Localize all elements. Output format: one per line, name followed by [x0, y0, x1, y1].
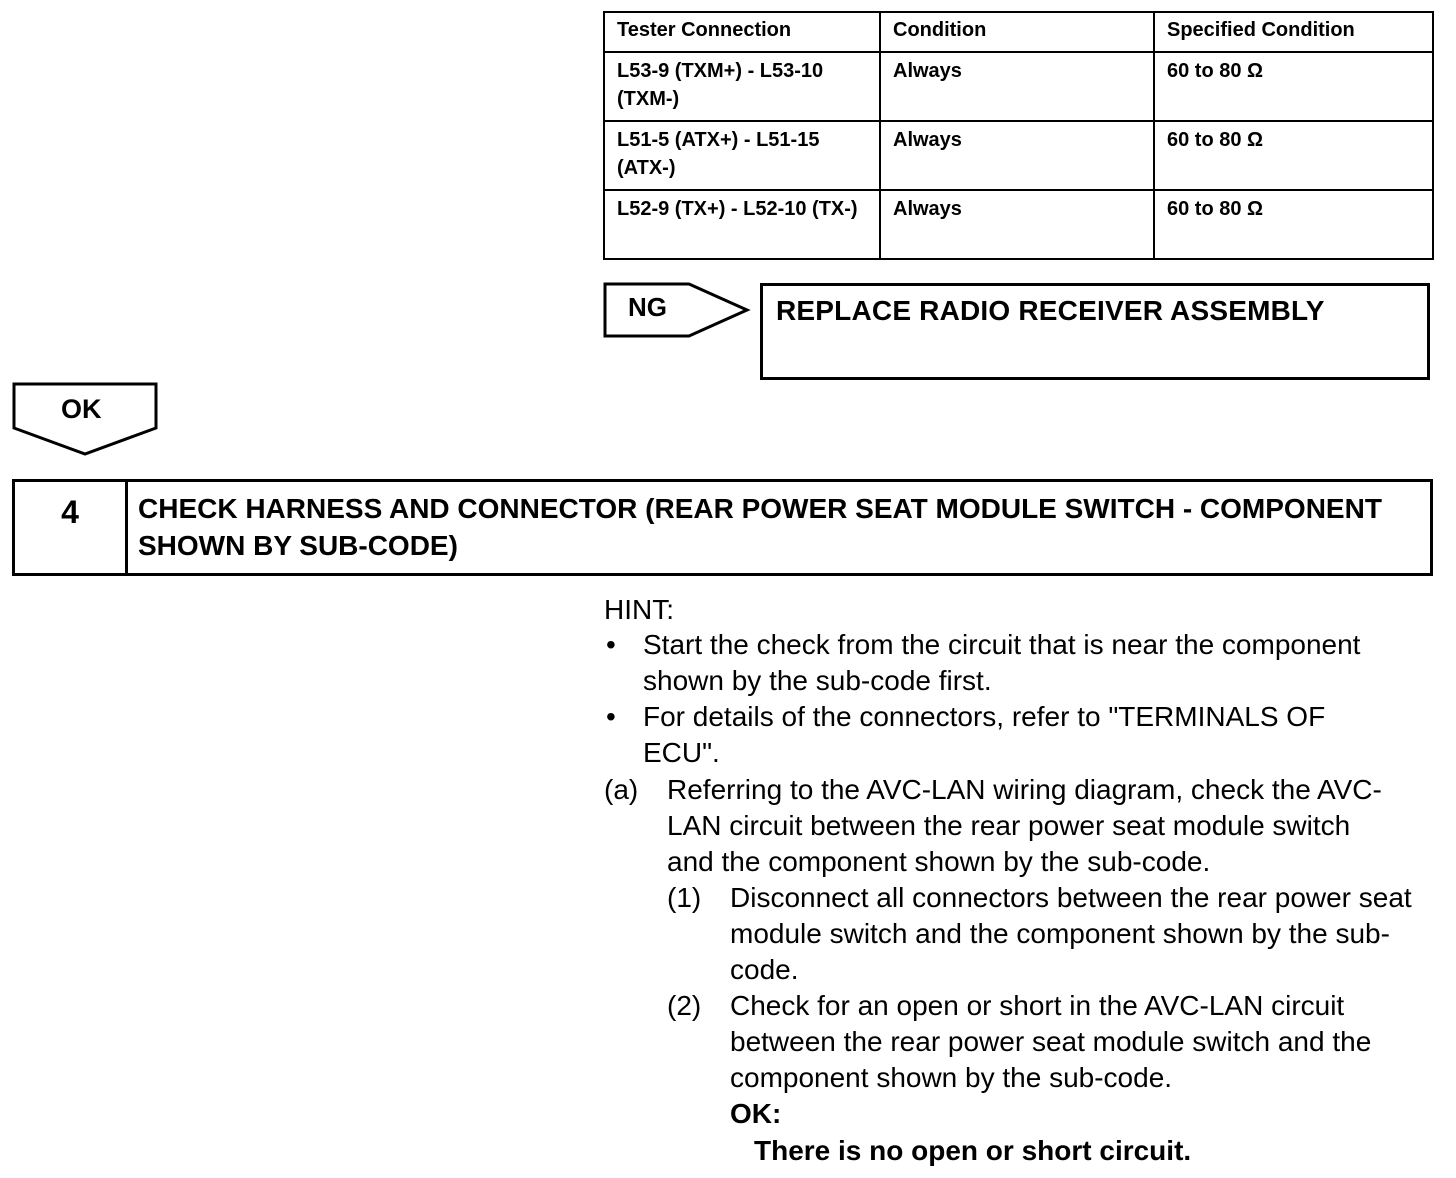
- procedure-step-marker: (2): [667, 990, 702, 1021]
- step-header: [12, 479, 1433, 576]
- ok-result-label: OK:: [730, 1098, 782, 1129]
- table-header-cell: Tester Connection: [604, 12, 880, 52]
- hint-heading: HINT:: [604, 594, 674, 625]
- table-header-cell: Condition: [880, 12, 1154, 52]
- procedure-step-marker: (1): [667, 882, 702, 913]
- ng-action-box: [760, 283, 1430, 380]
- ng-action-text: REPLACE RADIO RECEIVER ASSEMBLY: [776, 295, 1325, 326]
- procedure-step-text: Check for an open or short in the AVC-LAN circuit between the rear power seat module switch and the component shown by the sub-code.: [730, 990, 1372, 1093]
- table-cell: L51-5 (ATX+) - L51-15 (ATX-): [604, 121, 880, 190]
- procedure-a-text: Referring to the AVC-LAN wiring diagram, check the AVC-LAN circuit between the rear power seat module switch and the component shown by the sub-code.: [667, 774, 1382, 877]
- step-title: CHECK HARNESS AND CONNECTOR (REAR POWER SEAT MODULE SWITCH - COMPONENT SHOWN BY SUB-CODE): [138, 493, 1382, 561]
- table-row: [604, 121, 1433, 190]
- table-cell: 60 to 80 Ω: [1154, 121, 1433, 190]
- table-cell: Always: [880, 52, 1154, 121]
- table-row: [604, 190, 1433, 259]
- bullet-glyph: •: [606, 701, 616, 732]
- table-header-row: [604, 12, 1433, 52]
- step-number: 4: [15, 482, 128, 573]
- table-row: [604, 52, 1433, 121]
- table-cell: 60 to 80 Ω: [1154, 190, 1433, 259]
- ok-result-text: There is no open or short circuit.: [754, 1135, 1192, 1166]
- ng-arrow-icon: [603, 282, 751, 340]
- table-cell: L52-9 (TX+) - L52-10 (TX-): [604, 190, 880, 259]
- table-cell: Always: [880, 121, 1154, 190]
- bullet-glyph: •: [606, 629, 616, 660]
- table-cell: L53-9 (TXM+) - L53-10 (TXM-): [604, 52, 880, 121]
- procedure-marker-a: (a): [604, 774, 639, 805]
- hint-bullet: For details of the connectors, refer to "TERMINALS OF ECU".: [643, 701, 1326, 768]
- table-cell: 60 to 80 Ω: [1154, 52, 1433, 121]
- table-cell: Always: [880, 190, 1154, 259]
- procedure-step-text: Disconnect all connectors between the rear power seat module switch and the component shown by the sub-code.: [730, 882, 1412, 985]
- spec-table: [603, 11, 1434, 260]
- ng-label: NG: [628, 292, 667, 322]
- hint-bullet: Start the check from the circuit that is near the component shown by the sub-code first.: [643, 629, 1361, 696]
- table-header-cell: Specified Condition: [1154, 12, 1433, 52]
- ok-label: OK: [61, 394, 102, 424]
